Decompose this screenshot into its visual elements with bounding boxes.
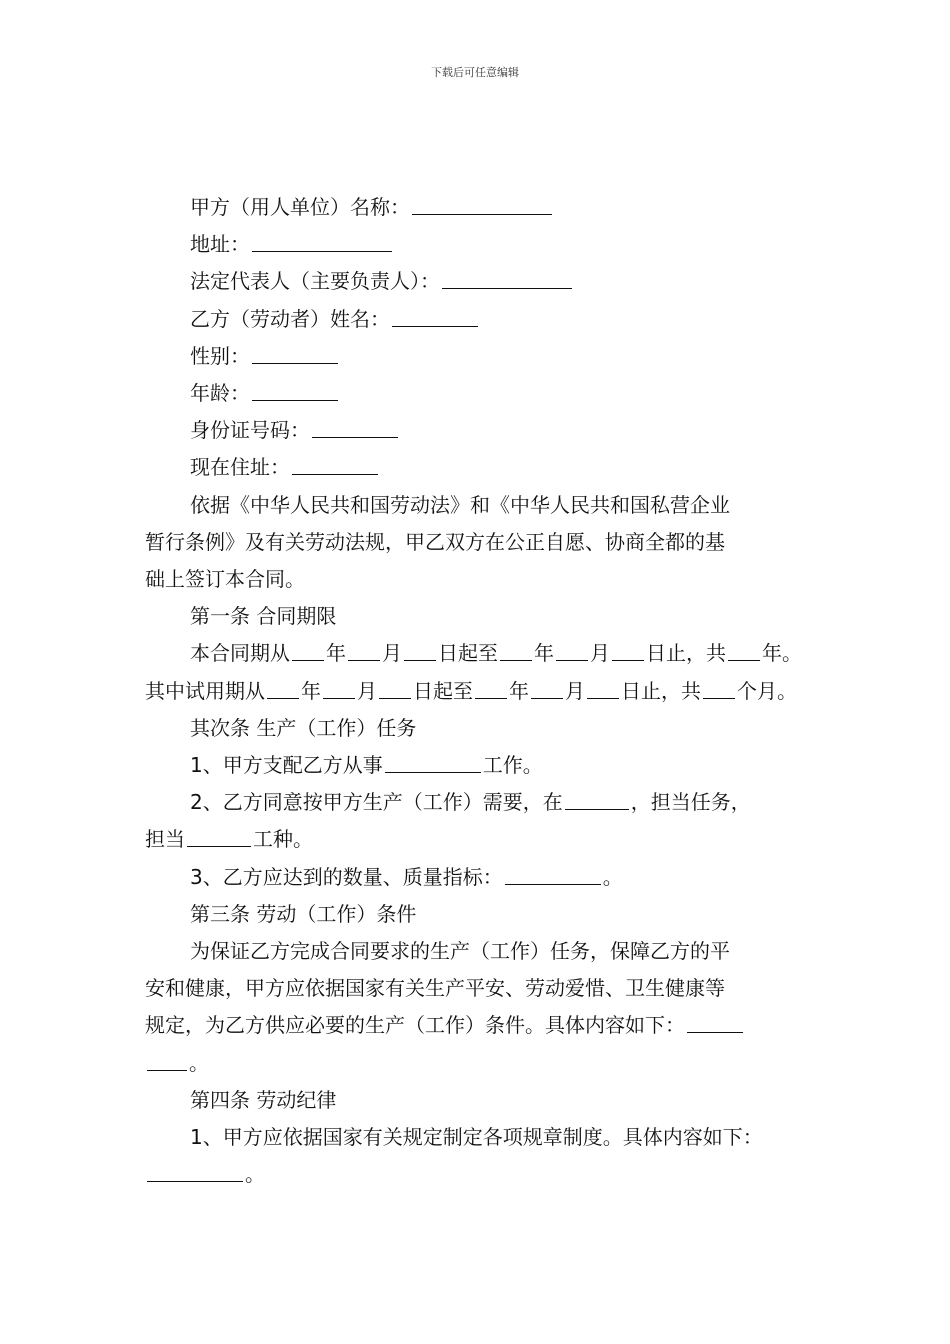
contract-line bbox=[145, 487, 825, 524]
fill-in-blank[interactable] bbox=[252, 345, 338, 364]
line-text: 年 bbox=[534, 641, 554, 666]
line-text: 性别： bbox=[190, 343, 250, 368]
fill-in-blank[interactable] bbox=[587, 680, 619, 699]
line-text: 甲方（用人单位）名称： bbox=[190, 195, 410, 219]
line-text: 安和健康，甲方应依据国家有关生产平安、劳动爱惜、卫生健康等 bbox=[145, 976, 725, 1001]
line-text: 其次条 生产（工作）任务 bbox=[190, 715, 417, 740]
fill-in-blank[interactable] bbox=[703, 680, 735, 699]
line-text: 年 bbox=[509, 678, 529, 703]
line-text: 法定代表人（主要负责人）： bbox=[190, 269, 440, 294]
fill-in-blank[interactable] bbox=[187, 828, 251, 847]
line-text: ，担当任务， bbox=[630, 790, 751, 815]
fill-in-blank[interactable] bbox=[267, 680, 299, 699]
fill-in-blank[interactable] bbox=[500, 642, 532, 661]
page-header: 下载后可任意编辑 bbox=[431, 66, 519, 79]
line-text: 1、甲方应依据国家有关规定制定各项规章制度。具体内容如下： bbox=[190, 1125, 763, 1150]
contract-line bbox=[145, 896, 825, 933]
line-text: 月 bbox=[382, 641, 402, 666]
contract-line bbox=[145, 338, 825, 375]
line-text: 月 bbox=[565, 678, 585, 703]
contract-line bbox=[145, 1045, 825, 1082]
line-text: 月 bbox=[357, 678, 377, 703]
fill-in-blank[interactable] bbox=[404, 642, 436, 661]
contract-line bbox=[145, 524, 825, 561]
contract-line bbox=[145, 1082, 825, 1119]
line-text: 身份证号码： bbox=[190, 418, 310, 443]
fill-in-blank[interactable] bbox=[728, 642, 760, 661]
line-text: 乙方（劳动者）姓名： bbox=[190, 306, 390, 331]
contract-body bbox=[145, 189, 825, 1193]
line-text: 工种。 bbox=[253, 827, 313, 852]
line-text: 地址： bbox=[190, 232, 250, 257]
contract-line bbox=[145, 747, 825, 784]
line-text: 为保证乙方完成合同要求的生产（工作）任务，保障乙方的平 bbox=[190, 939, 730, 964]
contract-line bbox=[145, 673, 825, 710]
line-text: 。 bbox=[245, 1162, 265, 1187]
fill-in-blank[interactable] bbox=[292, 642, 324, 661]
fill-in-blank[interactable] bbox=[252, 233, 392, 252]
fill-in-blank[interactable] bbox=[379, 680, 411, 699]
contract-line bbox=[145, 784, 825, 821]
line-text: 年 bbox=[301, 678, 321, 703]
line-text: 1、甲方支配乙方从事 bbox=[190, 753, 383, 778]
fill-in-blank[interactable] bbox=[392, 308, 478, 327]
contract-line bbox=[145, 1007, 825, 1044]
contract-line bbox=[145, 301, 825, 338]
contract-line bbox=[145, 561, 825, 598]
fill-in-blank[interactable] bbox=[292, 456, 378, 475]
line-text: 年。 bbox=[762, 641, 802, 666]
fill-in-blank[interactable] bbox=[348, 642, 380, 661]
fill-in-blank[interactable] bbox=[312, 419, 398, 438]
line-text: 暂行条例》及有关劳动法规，甲乙双方在公正自愿、协商全都的基 bbox=[145, 529, 725, 554]
fill-in-blank[interactable] bbox=[612, 642, 644, 661]
line-text: 其中试用期从 bbox=[145, 678, 265, 703]
contract-line bbox=[145, 859, 825, 896]
contract-line bbox=[145, 933, 825, 970]
contract-line bbox=[145, 226, 825, 263]
fill-in-blank[interactable] bbox=[252, 382, 338, 401]
fill-in-blank[interactable] bbox=[531, 680, 563, 699]
contract-line bbox=[145, 821, 825, 858]
contract-line bbox=[145, 635, 825, 672]
fill-in-blank[interactable] bbox=[323, 680, 355, 699]
line-text: 第四条 劳动纪律 bbox=[190, 1087, 337, 1112]
line-text: 3、乙方应达到的数量、质量指标： bbox=[190, 864, 503, 889]
contract-line bbox=[145, 598, 825, 635]
contract-line bbox=[145, 263, 825, 300]
line-text: 日止，共 bbox=[646, 641, 726, 666]
fill-in-blank[interactable] bbox=[556, 642, 588, 661]
line-text: 日起至 bbox=[413, 678, 473, 703]
line-text: 2、乙方同意按甲方生产（工作）需要，在 bbox=[190, 790, 563, 815]
fill-in-blank[interactable] bbox=[147, 1163, 243, 1182]
fill-in-blank[interactable] bbox=[442, 270, 572, 289]
line-text: 本合同期从 bbox=[190, 641, 290, 666]
contract-line bbox=[145, 375, 825, 412]
contract-line bbox=[145, 1119, 825, 1156]
contract-line bbox=[145, 412, 825, 449]
fill-in-blank[interactable] bbox=[687, 1014, 743, 1033]
line-text: 担当 bbox=[145, 827, 185, 852]
line-text: 依据《中华人民共和国劳动法》和《中华人民共和国私营企业 bbox=[190, 492, 730, 517]
line-text: 年 bbox=[326, 641, 346, 666]
contract-line bbox=[145, 970, 825, 1007]
line-text: 第三条 劳动（工作）条件 bbox=[190, 901, 417, 926]
line-text: 月 bbox=[590, 641, 610, 666]
contract-line bbox=[145, 449, 825, 486]
contract-line bbox=[145, 189, 825, 226]
fill-in-blank[interactable] bbox=[505, 866, 601, 885]
line-text: 规定，为乙方供应必要的生产（工作）条件。具体内容如下： bbox=[145, 1013, 685, 1038]
fill-in-blank[interactable] bbox=[565, 791, 629, 810]
fill-in-blank[interactable] bbox=[385, 754, 481, 773]
contract-line bbox=[145, 1156, 825, 1193]
contract-line bbox=[145, 710, 825, 747]
line-text: 日起至 bbox=[438, 641, 498, 666]
line-text: 础上签订本合同。 bbox=[145, 567, 305, 592]
line-text: 。 bbox=[189, 1050, 209, 1075]
line-text: 第一条 合同期限 bbox=[190, 604, 337, 629]
line-text: 年龄： bbox=[190, 381, 250, 406]
line-text: 工作。 bbox=[482, 753, 543, 778]
fill-in-blank[interactable] bbox=[147, 1052, 187, 1071]
line-text: 。 bbox=[602, 864, 623, 889]
fill-in-blank[interactable] bbox=[475, 680, 507, 699]
line-text: 现在住址： bbox=[190, 455, 290, 480]
line-text: 个月。 bbox=[737, 678, 797, 703]
line-text: 日止，共 bbox=[621, 678, 701, 703]
fill-in-blank[interactable] bbox=[412, 196, 552, 215]
